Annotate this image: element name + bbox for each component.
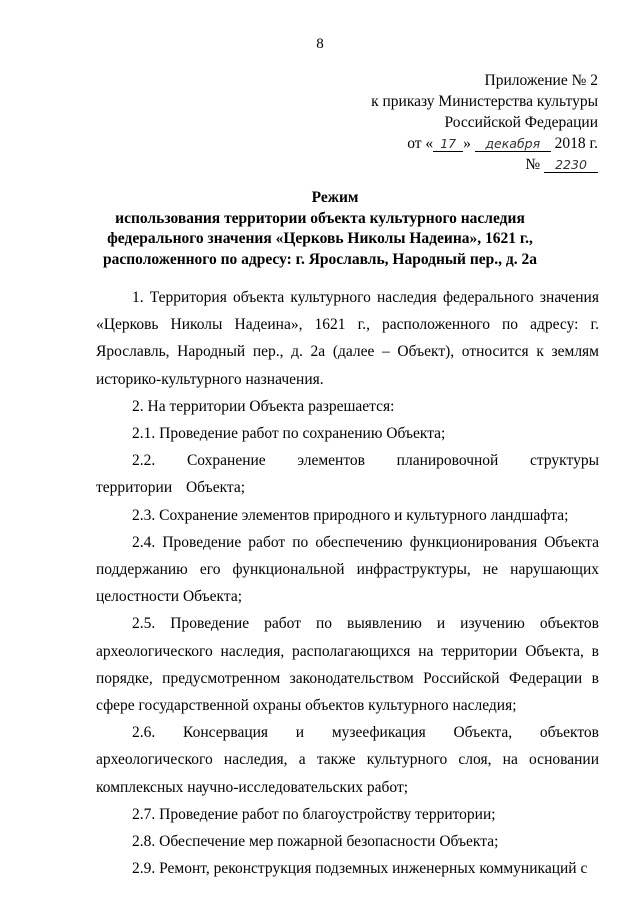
appendix-label: Приложение № 2 [484, 72, 598, 89]
document-title [100, 188, 540, 270]
appendix-date [371, 133, 598, 154]
date-year: 2018 г. [554, 135, 598, 152]
paragraph-2-5: 2.5. Проведение работ по выявлению и изучению объектов археологического наследия, располагающихся на территории Объекта, в порядке, предусмотренном законодательством Российской Федерации в сфере государственной охраны объектов культурного наследия; [96, 615, 599, 715]
paragraph-2-6: 2.6. Консервация и музеефикация Объекта, объектов археологического наследия, а также культурного слоя, на основании комплексных научно-исследовательских работ; [96, 724, 599, 796]
date-month-handwritten: декабря [475, 136, 551, 152]
paragraph-2-9: 2.9. Ремонт, реконструкция подземных инженерных коммуникаций с [132, 860, 588, 878]
title-line-1: Режим [311, 189, 359, 206]
paragraph-2-8: 2.8. Обеспечение мер пожарной безопасности Объекта; [132, 833, 499, 851]
title-line-4: расположенного по адресу: г. Ярославль, Народный пер., д. 2а [103, 250, 537, 268]
number-prefix: № [525, 156, 541, 173]
paragraph-2-1: 2.1. Проведение работ по сохранению Объекта; [132, 425, 446, 443]
title-line-2: использования территории объекта культурного наследия [115, 209, 525, 227]
paragraph-2-7: 2.7. Проведение работ по благоустройству территории; [132, 805, 496, 823]
document-body [96, 284, 599, 882]
appendix-number [371, 154, 598, 175]
page-number: 8 [316, 36, 324, 52]
paragraph-2: 2. На территории Объекта разрешается: [132, 397, 395, 415]
appendix-federation: Российской Федерации [444, 114, 598, 131]
date-prefix: от « [407, 135, 434, 152]
paragraph-2-3: 2.3. Сохранение элементов природного и культурного ландшафта; [132, 506, 569, 524]
appendix-header [371, 70, 598, 175]
paragraph-2-4: 2.4. Проведение работ по обеспечению функционирования Объекта поддержанию его функциональной инфраструктуры, не нарушающих целостности Объекта; [96, 533, 599, 606]
number-handwritten: 2230 [544, 157, 598, 173]
date-day-handwritten: 17 [433, 136, 463, 152]
date-mid: » [463, 135, 471, 152]
paragraph-2-2: 2.2. Сохранение элементов планировочной структуры территории Объекта; [96, 452, 599, 497]
appendix-order-ref: к приказу Министерства культуры [371, 93, 598, 110]
title-line-3: федерального значения «Церковь Николы Надеина», 1621 г., [107, 230, 533, 247]
paragraph-1: 1. Территория объекта культурного наследия федерального значения «Церковь Николы Надеина», 1621 г., расположенного по адресу: г. Ярославль, Народный пер., д. 2а (далее – Объект), относится к землям историко-культурного назначения. [96, 289, 599, 388]
